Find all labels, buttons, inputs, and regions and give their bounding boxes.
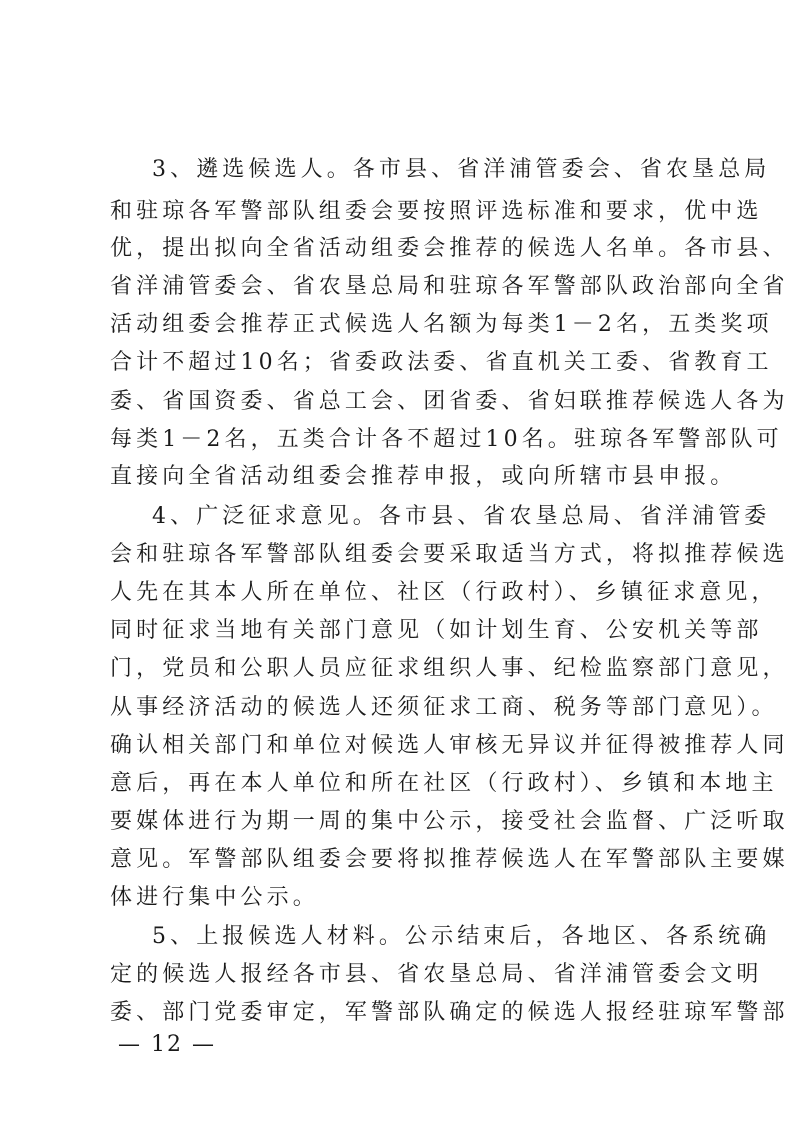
- paragraph-3-line-9: 直接向全省活动组委会推荐申报，或向所辖市县申报。: [110, 464, 737, 489]
- paragraph-3-line-2: 和驻琼各军警部队组委会要按照评选标准和要求，优中选: [110, 199, 763, 224]
- paragraph-3-line-1: 3、遴选候选人。各市县、省洋浦管委会、省农垦总局: [152, 157, 771, 182]
- paragraph-4-line-2: 会和驻琼各军警部队组委会要采取适当方式，将拟推荐候选: [110, 542, 789, 567]
- paragraph-4-line-6: 从事经济活动的候选人还须征求工商、税务等部门意见）。: [110, 695, 778, 720]
- paragraph-4-line-10: 意见。军警部队组委会要将拟推荐候选人在军警部队主要媒: [110, 847, 789, 872]
- paragraph-3-line-8: 每类1－2名，五类合计各不超过10名。驻琼各军警部队可: [110, 427, 783, 452]
- paragraph-4-line-4: 同时征求当地有关部门意见（如计划生育、公安机关等部: [110, 618, 763, 643]
- paragraph-4-line-9: 要媒体进行为期一周的集中公示，接受社会监督、广泛听取: [110, 809, 789, 834]
- paragraph-4-line-1: 4、广泛征求意见。各市县、省农垦总局、省洋浦管委: [152, 504, 771, 529]
- paragraph-5-line-3: 委、部门党委审定，军警部队确定的候选人报经驻琼军警部: [110, 1000, 789, 1025]
- paragraph-3-line-3: 优，提出拟向全省活动组委会推荐的候选人名单。各市县、: [110, 236, 789, 261]
- paragraph-5-line-1: 5、上报候选人材料。公示结束后，各地区、各系统确: [152, 924, 771, 949]
- paragraph-4-line-5: 门，党员和公职人员应征求组织人事、纪检监察部门意见，: [110, 656, 789, 681]
- paragraph-3-line-6: 合计不超过10名；省委政法委、省直机关工委、省教育工: [110, 350, 773, 375]
- paragraph-4-line-8: 意后，再在本人单位和所在社区（行政村）、乡镇和本地主: [110, 771, 778, 796]
- paragraph-4-line-3: 人先在其本人所在单位、社区（行政村）、乡镇征求意见，: [110, 580, 778, 605]
- paragraph-4-line-11: 体进行集中公示。: [110, 885, 319, 910]
- paragraph-3-line-4: 省洋浦管委会、省农垦总局和驻琼各军警部队政治部向全省: [110, 274, 789, 299]
- paragraph-3-line-7: 委、省国资委、省总工会、团省委、省妇联推荐候选人各为: [110, 389, 789, 414]
- page-number: — 12 —: [118, 1032, 216, 1057]
- paragraph-3-line-5: 活动组委会推荐正式候选人名额为每类1－2名，五类奖项: [110, 312, 773, 337]
- paragraph-4-line-7: 确认相关部门和单位对候选人审核无异议并征得被推荐人同: [110, 733, 789, 758]
- paragraph-5-line-2: 定的候选人报经各市县、省农垦总局、省洋浦管委会文明: [110, 962, 763, 987]
